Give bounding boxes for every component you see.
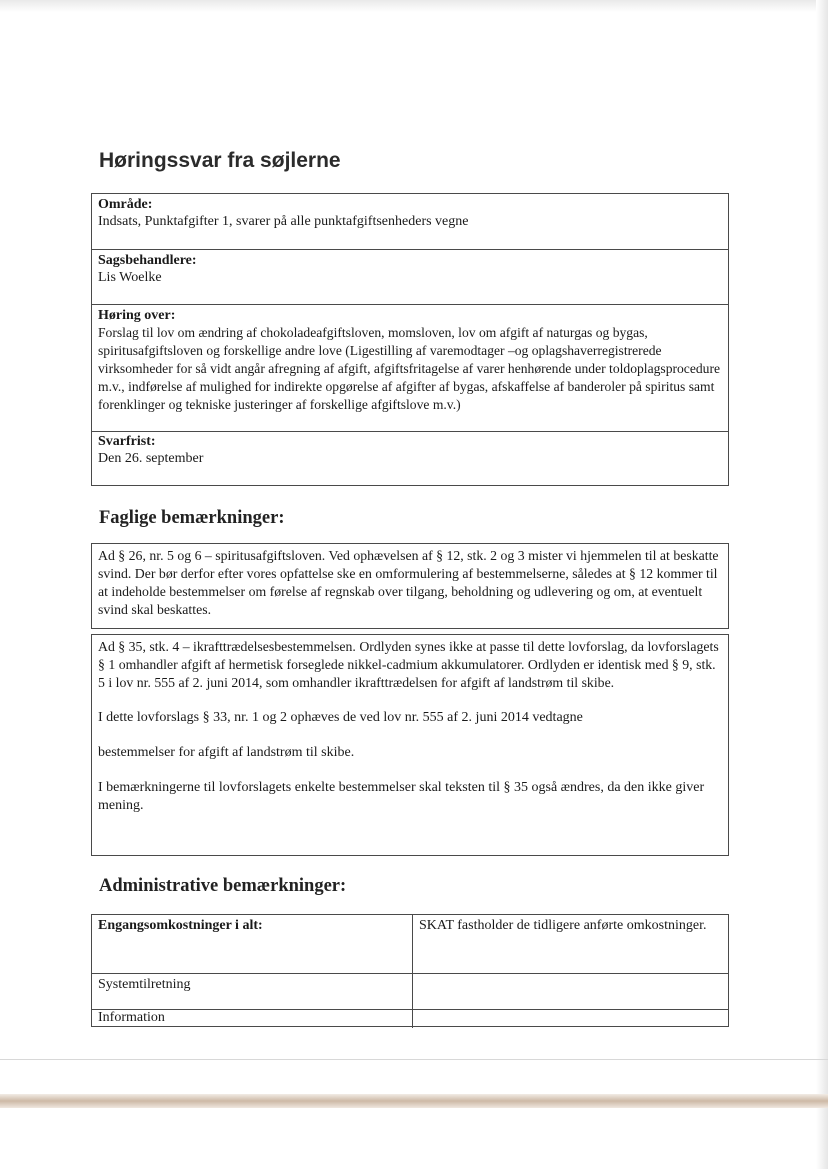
scan-bottom-band [0, 1094, 828, 1108]
scan-edge-right [816, 0, 828, 1169]
document-title: Høringssvar fra søjlerne [99, 149, 341, 172]
admin-label: Information [98, 1010, 165, 1025]
info-table [91, 193, 729, 486]
info-label: Område: [98, 197, 153, 212]
admin-row [92, 973, 728, 1009]
info-label: Sagsbehandlere: [98, 253, 197, 268]
faglige-paragraph: bestemmelser for afgift af landstrøm til skibe. [98, 745, 355, 760]
administrative-heading: Administrative bemærkninger: [99, 876, 347, 896]
info-label: Svarfrist: [98, 434, 156, 449]
info-label: Høring over: [98, 308, 176, 323]
faglige-paragraph: Ad § 35, stk. 4 – ikrafttrædelsesbestemmelsen. Ordlyden synes ikke at passe til dette lovforslag, da lovforslagets § 1 omhandler afgift af hermetisk forseglede nikkel-cadmium akkumulatorer. Ordlyden er identisk med § 9, stk. 5 i lov nr. 555 af 2. juni 2014, som omhandler ikrafttrædelsen for afgift af landstrøm til skibe. [98, 639, 719, 690]
faglige-paragraph: I bemærkningerne til lovforslagets enkelte bestemmelser skal teksten til § 35 også ændres, da den ikke giver mening. [98, 780, 705, 813]
admin-label: Engangsomkostninger i alt: [98, 918, 263, 933]
faglige-paragraph: Ad § 26, nr. 5 og 6 – spiritusafgiftsloven. Ved ophævelsen af § 12, stk. 2 og 3 mister vi hjemmelen til at beskatte svind. Der bør derfor efter vores opfattelse ske en omformulering af bestemmelserne, således at § 12 kommer til at indeholde bestemmelser om førelse af regnskab over tilgang, beholdning og udlevering og om, at eventuelt svind skal beskattes. [98, 548, 719, 617]
admin-table [91, 914, 729, 1027]
scan-edge-top [0, 0, 828, 12]
admin-row [92, 1009, 728, 1028]
admin-row [92, 915, 728, 973]
faglige-heading: Faglige bemærkninger: [99, 508, 285, 528]
admin-value [412, 974, 728, 1010]
faglige-box-1 [91, 543, 729, 629]
page-bottom-edge [0, 1059, 828, 1060]
admin-value [412, 1009, 728, 1028]
faglige-paragraph: I dette lovforslags § 33, nr. 1 og 2 ophæves de ved lov nr. 555 af 2. juni 2014 vedtagne [98, 710, 583, 725]
info-row-sagsbehandlere [92, 249, 728, 304]
info-row-svarfrist [92, 431, 728, 486]
faglige-box-2 [91, 634, 729, 856]
info-row-omraade [92, 194, 728, 249]
info-value: Den 26. september [98, 451, 204, 466]
info-row-hoering-over [92, 304, 728, 431]
info-value: Lis Woelke [98, 270, 162, 285]
info-value: Forslag til lov om ændring af chokoladeafgiftsloven, momsloven, lov om afgift af naturgas og bygas, spiritusafgiftsloven og forskellige andre love (Ligestilling af varemodtager –og oplagshaverregistrerede virksomheder for så vidt angår afregning af afgift, afgiftsfritagelse af varer henhørende under toldoplagsprocedure m.v., indførelse af mulighed for indirekte opgørelse af afgifter af bygas, afskaffelse af banderoler på spiritus samt forenklinger og tekniske justeringer af forskellige afgiftslove m.v.) [98, 325, 721, 412]
admin-label: Systemtilretning [98, 977, 191, 992]
admin-value: SKAT fastholder de tidligere anførte omkostninger. [412, 915, 728, 973]
info-value: Indsats, Punktafgifter 1, svarer på alle punktafgiftsenheders vegne [98, 214, 469, 229]
